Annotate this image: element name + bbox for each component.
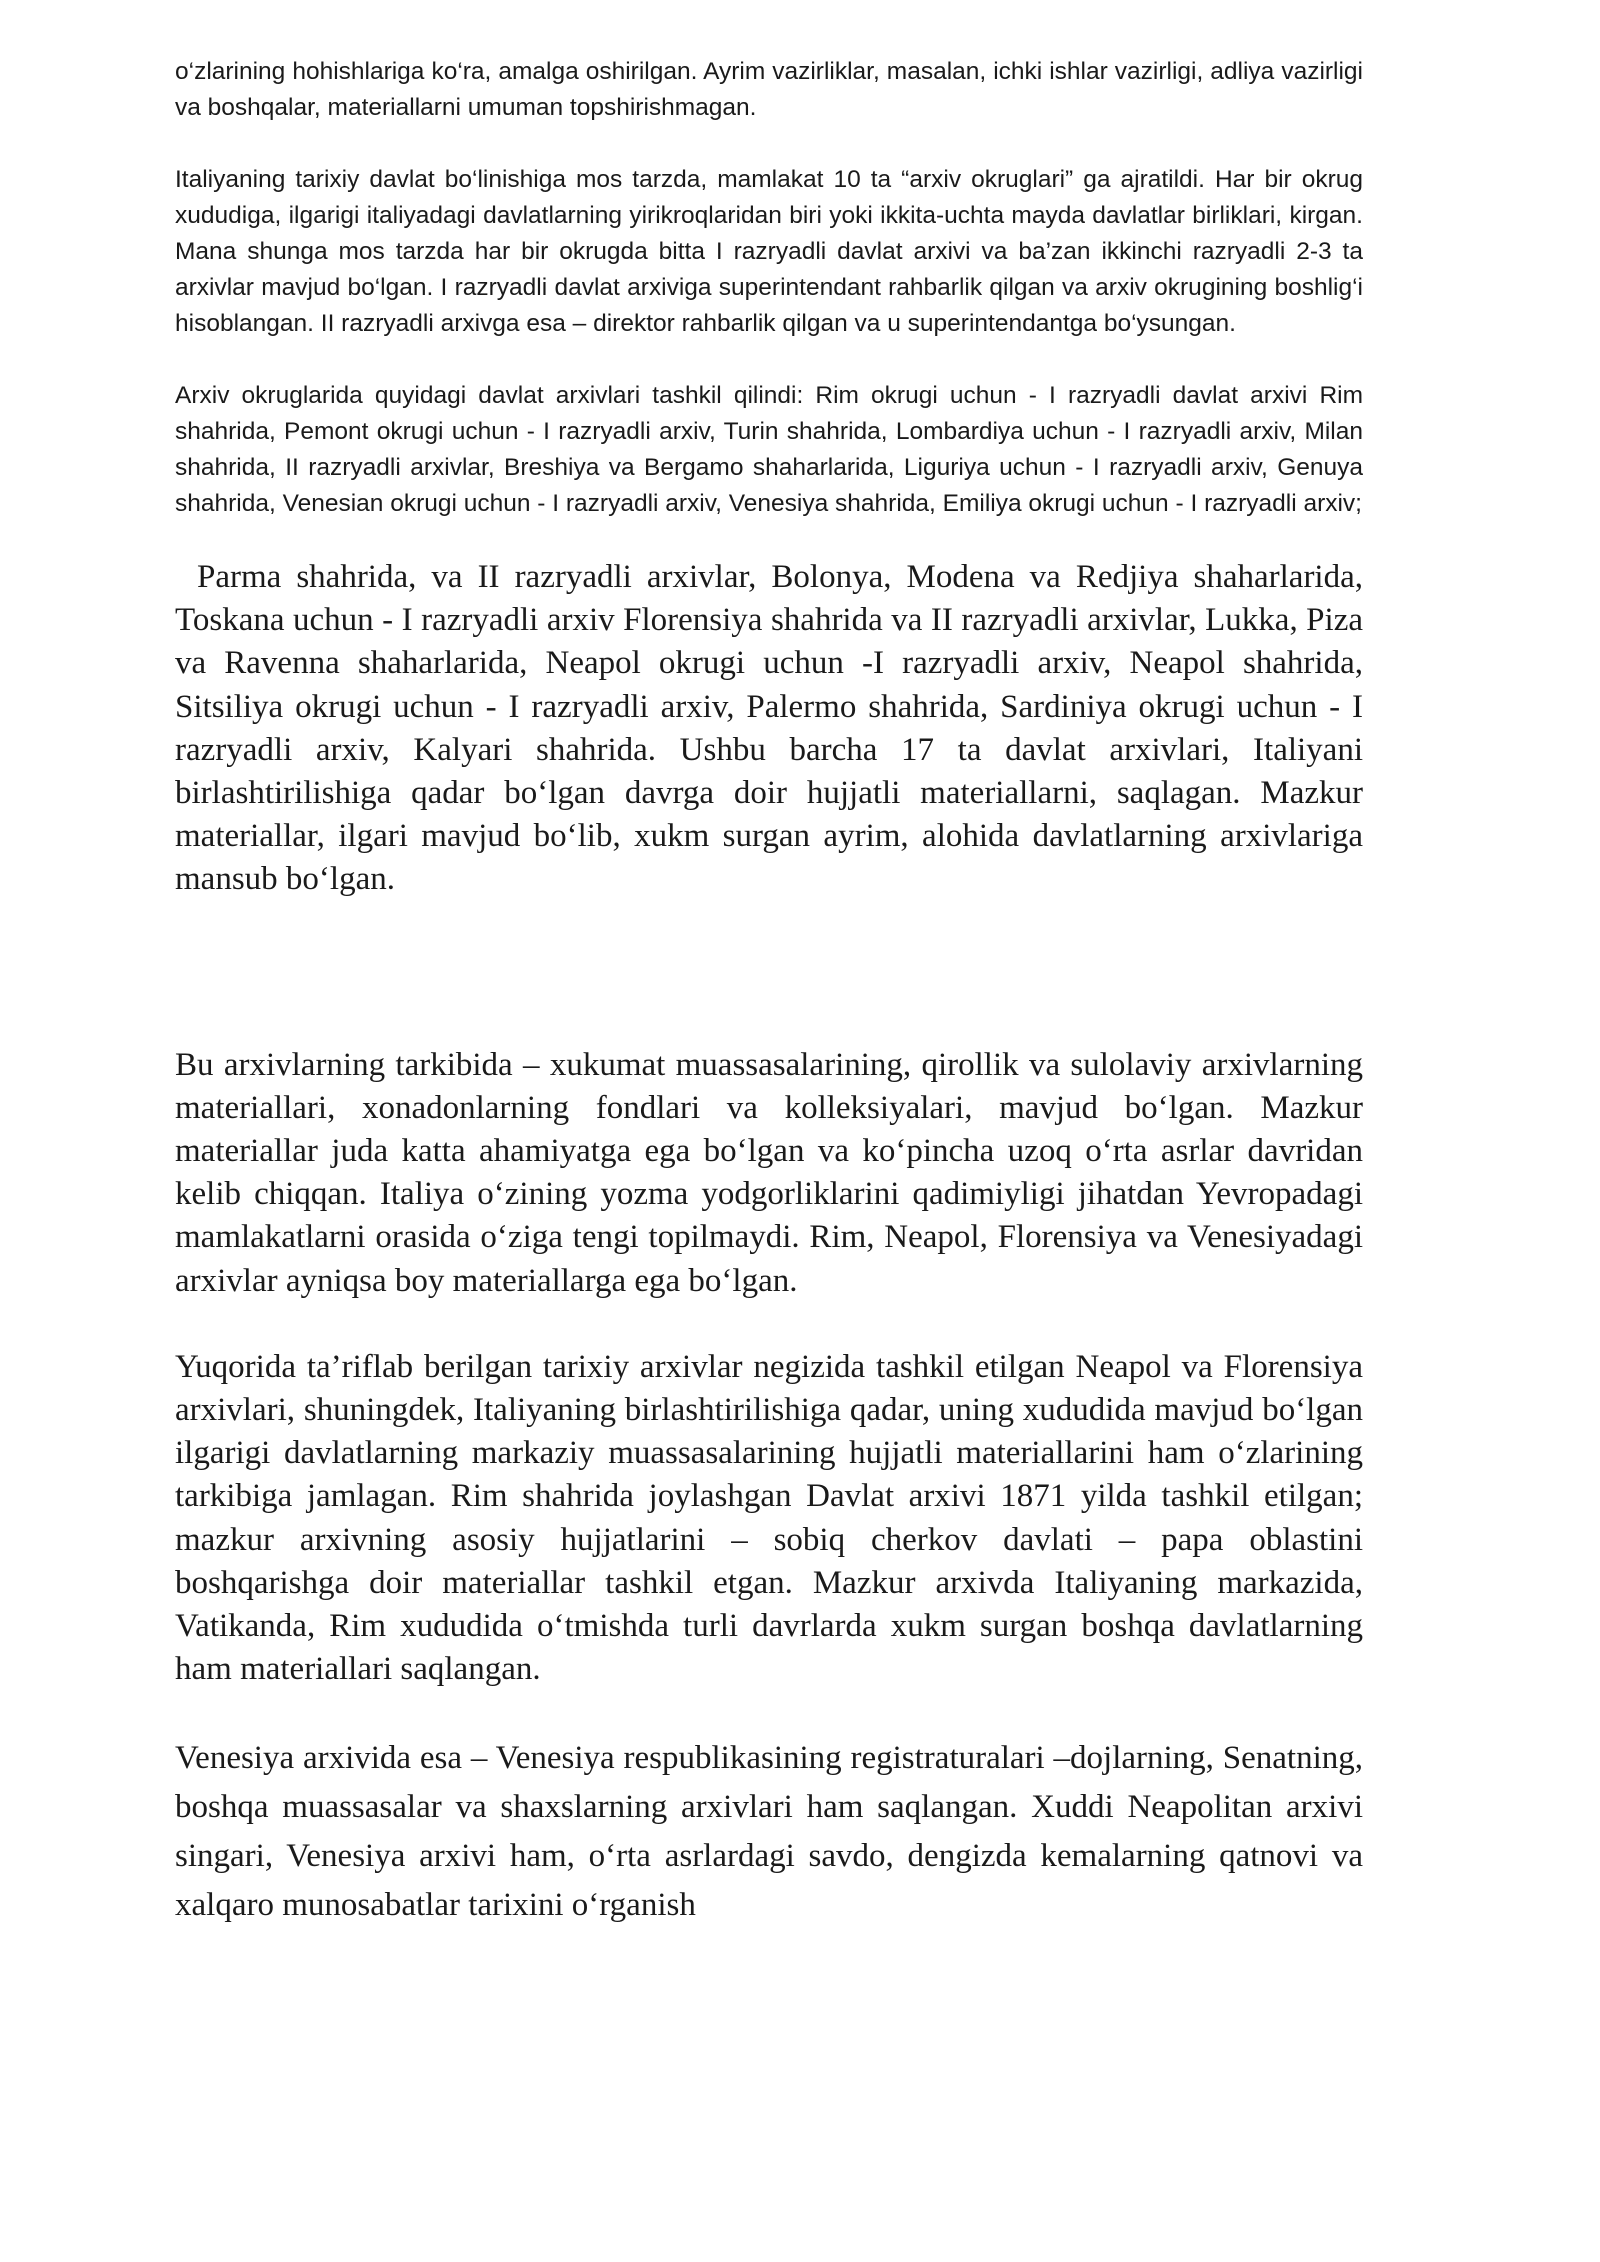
paragraph-7: Venesiya arxivida esa – Venesiya respublikasining registraturalari –dojlarning, Senatning, boshqa muassasalar va shaxslarning arxivlari ham saqlangan. Xuddi Neapolitan arxivi singari, Venesiya arxivi ham, o‘rta asrlardagi savdo, dengizda kemalarning qatnovi va xalqaro munosabatlar tarixini o‘rganish [175, 1740, 1363, 1924]
paragraph-3: Arxiv okruglarida quyidagi davlat arxivlari tashkil qilindi: Rim okrugi uchun - I razryadli davlat arxivi Rim shahrida, Pemont okrugi uchun - I razryadli arxiv, Turin shahrida, Lombardiya uchun - I razryadli arxiv, Milan shahrida, II razryadli arxivlar, Breshiya va Bergamo shaharlarida, Liguriya uchun - I razryadli arxiv, Genuya shahrida, Venesian okrugi uchun - I razryadli arxiv, Venesiya shahrida, Emiliya okrugi uchun - I razryadli arxiv; [175, 382, 1363, 517]
paragraph-2: Italiyaning tarixiy davlat bo‘linishiga mos tarzda, mamlakat 10 ta “arxiv okruglari” ga ajratildi. Har bir okrug xududiga, ilgarigi italiyadagi davlatlarning yirikroqlaridan biri yoki ikkita-uchta mayda davlatlar birliklari, kirgan. Mana shunga mos tarzda har bir okrugda bitta I razryadli davlat arxivi va ba’zan ikkinchi razryadli 2-3 ta arxivlar mavjud bo‘lgan. I razryadli davlat arxiviga superintendant rahbarlik qilgan va arxiv okrugining boshlig‘i hisoblangan. II razryadli arxivga esa – direktor rahbarlik qilgan va u superintendantga bo‘ysungan. [175, 166, 1363, 337]
paragraph-6: Yuqorida ta’riflab berilgan tarixiy arxivlar negizida tashkil etilgan Neapol va Florensiya arxivlari, shuningdek, Italiyaning birlashtirilishiga qadar, uning xududida mavjud bo‘lgan ilgarigi davlatlarning markaziy muassasalarining hujjatli materiallarini ham o‘zlarining tarkibiga jamlagan. Rim shahrida joylashgan Davlat arxivi 1871 yilda tashkil etilgan; mazkur arxivning asosiy hujjatlarini – sobiq cherkov davlati – papa oblastini boshqarishga doir materiallar tashkil etgan. Mazkur arxivda Italiyaning markazida, Vatikanda, Rim xududida o‘tmishda turli davrlarda xukm surgan boshqa davlatlarning ham materiallari saqlangan. [175, 1348, 1363, 1688]
paragraph-5: Bu arxivlarning tarkibida – xukumat muassasalarining, qirollik va sulolaviy arxivlarning materiallari, xonadonlarning fondlari va kolleksiyalari, mavjud bo‘lgan. Mazkur materiallar juda katta ahamiyatga ega bo‘lgan va ko‘pincha uzoq o‘rta asrlar davridan kelib chiqqan. Italiya o‘zining yozma yodgorliklarini qadimiyligi jihatdan Yevropadagi mamlakatlarni orasida o‘ziga tengi topilmaydi. Rim, Neapol, Florensiya va Venesiyadagi arxivlar ayniqsa boy materiallarga ega bo‘lgan. [175, 1046, 1363, 1299]
paragraph-4: Parma shahrida, va II razryadli arxivlar, Bolonya, Modena va Redjiya shaharlarida, Toskana uchun - I razryadli arxiv Florensiya shahrida va II razryadli arxivlar, Lukka, Piza va Ravenna shaharlarida, Neapol okrugi uchun -I razryadli arxiv, Neapol shahrida, Sitsiliya okrugi uchun - I razryadli arxiv, Palermo shahrida, Sardiniya okrugi uchun - I razryadli arxiv, Kalyari shahrida. Ushbu barcha 17 ta davlat arxivlari, Italiyani birlashtirilishiga qadar bo‘lgan davrga doir hujjatli materiallarni, saqlagan. Mazkur materiallar, ilgari mavjud bo‘lib, xukm surgan ayrim, alohida davlatlarning arxivlariga mansub bo‘lgan. [175, 559, 1363, 898]
document-page [175, 54, 1363, 1930]
paragraph-1: o‘zlarining hohishlariga ko‘ra, amalga oshirilgan. Ayrim vazirliklar, masalan, ichki ishlar vazirligi, adliya vazirligi va boshqalar, materiallarni umuman topshirishmagan. [175, 58, 1363, 121]
